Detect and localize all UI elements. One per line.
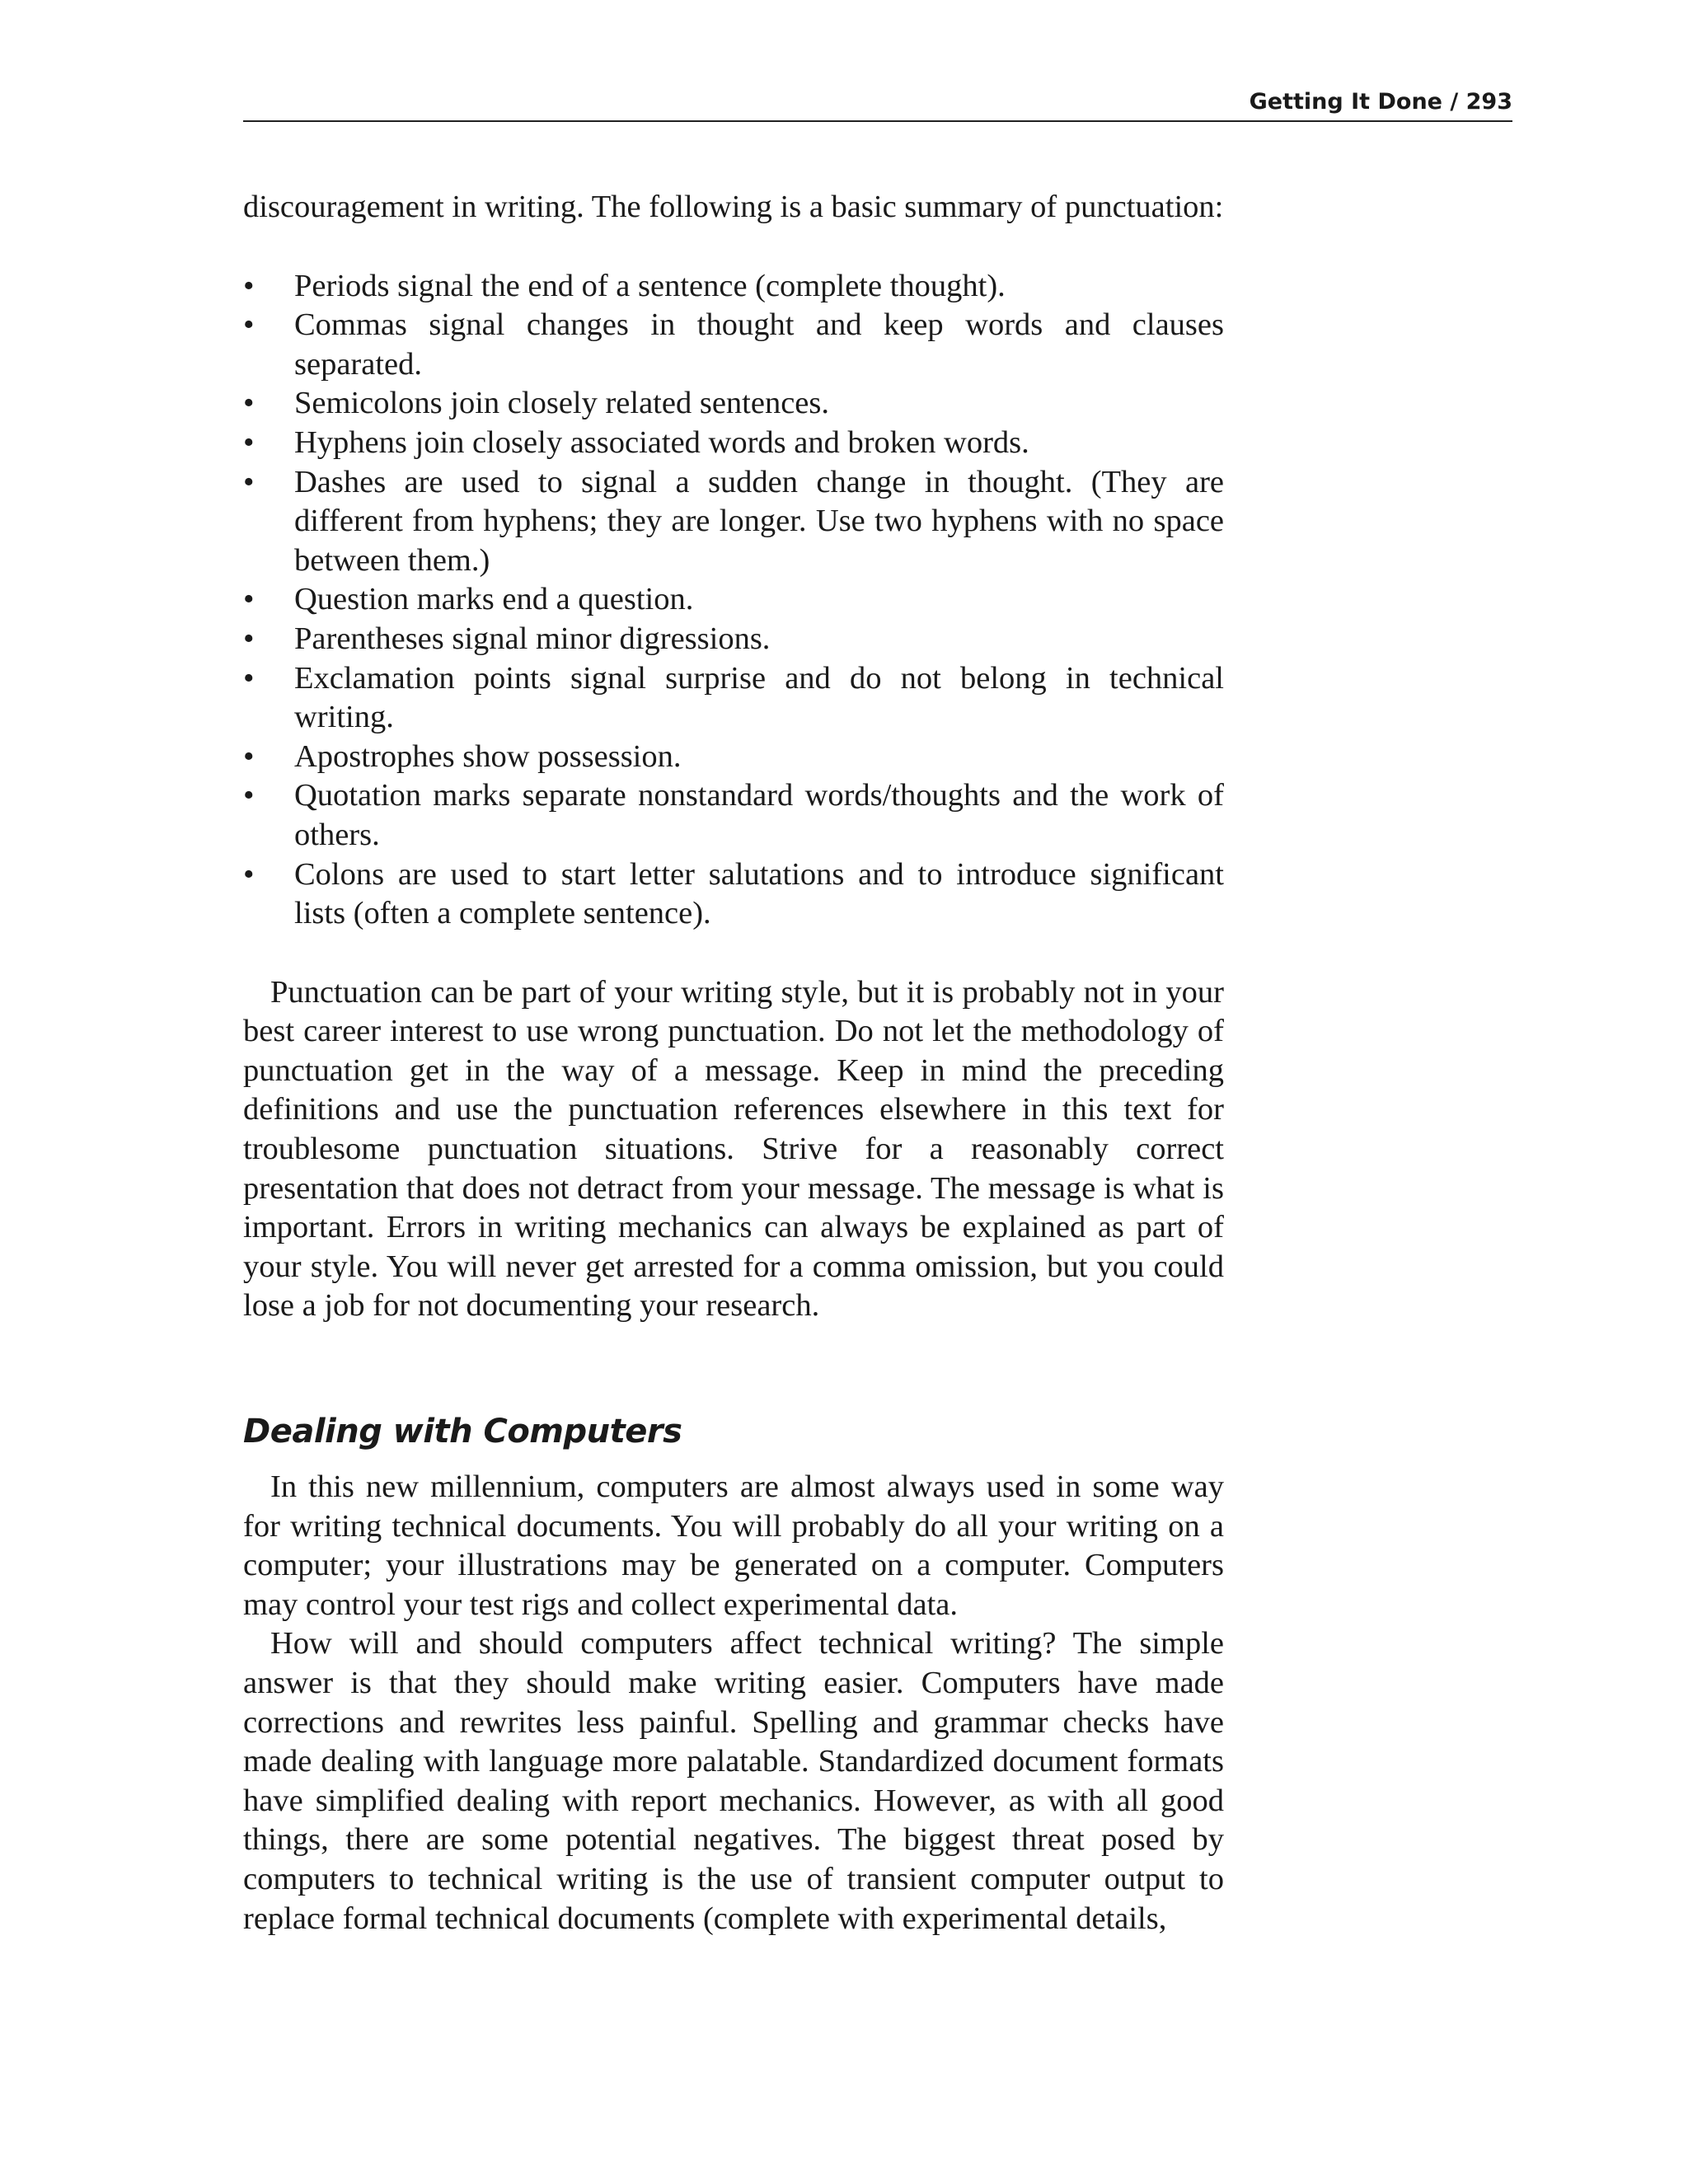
list-item-text: Hyphens join closely associated words and broken words. (294, 424, 1029, 460)
list-item-text: Colons are used to start letter salutations and to introduce significant lists (often a complete sentence). (294, 856, 1224, 931)
list-item (243, 776, 1224, 855)
bullet-icon: • (243, 621, 255, 656)
list-item-text: Commas signal changes in thought and keep words and clauses separated. (294, 307, 1224, 382)
bullet-icon: • (243, 424, 255, 460)
list-item (243, 620, 1224, 659)
list-item (243, 580, 1224, 620)
bullet-icon: • (243, 386, 255, 421)
list-item-text: Parentheses signal minor digressions. (294, 621, 771, 656)
list-item (243, 306, 1224, 384)
bullet-icon: • (243, 464, 255, 499)
punctuation-list (243, 267, 1224, 934)
bullet-icon: • (243, 660, 255, 696)
list-item-text: Semicolons join closely related sentences. (294, 386, 829, 421)
bullet-icon: • (243, 738, 255, 774)
list-item-text: Quotation marks separate nonstandard words/thoughts and the work of others. (294, 778, 1224, 852)
list-item (243, 384, 1224, 424)
running-head: Getting It Done / 293 (243, 82, 1512, 122)
intro-paragraph: discouragement in writing. The following is a basic summary of punctuation: (243, 190, 1224, 224)
list-item (243, 463, 1224, 581)
bullet-icon: • (243, 778, 255, 813)
body-paragraph: In this new millennium, computers are almost always used in some way for writing technical documents. You will probably do all your writing on a computer; your illustrations may be generated on a computer. Computers may control your test rigs and collect experimental data. (243, 1469, 1224, 1622)
list-item-text: Apostrophes show possession. (294, 738, 682, 774)
list-item (243, 855, 1224, 934)
section-heading: Dealing with Computers (243, 1413, 682, 1451)
bullet-icon: • (243, 307, 255, 343)
list-item (243, 267, 1224, 307)
list-item (243, 424, 1224, 463)
page-body (243, 188, 1224, 1938)
list-item (243, 659, 1224, 738)
bullet-icon: • (243, 582, 255, 617)
list-item-text: Periods signal the end of a sentence (complete thought). (294, 268, 1006, 303)
list-item-text: Dashes are used to signal a sudden change in thought. (They are different from hyphens; they are longer. Use two hyphens with no space between them.) (294, 464, 1224, 578)
list-item-text: Exclamation points signal surprise and do not belong in technical writing. (294, 660, 1224, 735)
list-item (243, 738, 1224, 777)
bullet-icon: • (243, 268, 255, 303)
bullet-icon: • (243, 856, 255, 892)
punctuation-paragraph: Punctuation can be part of your writing style, but it is probably not in your best career interest to use wrong punctuation. Do not let the methodology of punctuation get in the way of a message. Keep in mind the preceding definitions and use the punctuation references elsewhere in this text for troublesome punctuation situations. Strive for a reasonably correct presentation that does not detract from your message. The message is what is important. Errors in writing mechanics can always be explained as part of your style. You will never get arrested for a comma omission, but you could lose a job for not documenting your research. (243, 974, 1224, 1324)
list-item-text: Question marks end a question. (294, 582, 694, 617)
body-paragraph: How will and should computers affect technical writing? The simple answer is that they should make writing easier. Computers have made corrections and rewrites less painful. Spelling and grammar checks have made dealing with language more palatable. Standardized document formats have simplified dealing with report mechanics. However, as with all good things, there are some potential negatives. The biggest threat posed by computers to technical writing is the use of transient computer output to replace formal technical documents (complete with experimental details, (243, 1626, 1224, 1936)
